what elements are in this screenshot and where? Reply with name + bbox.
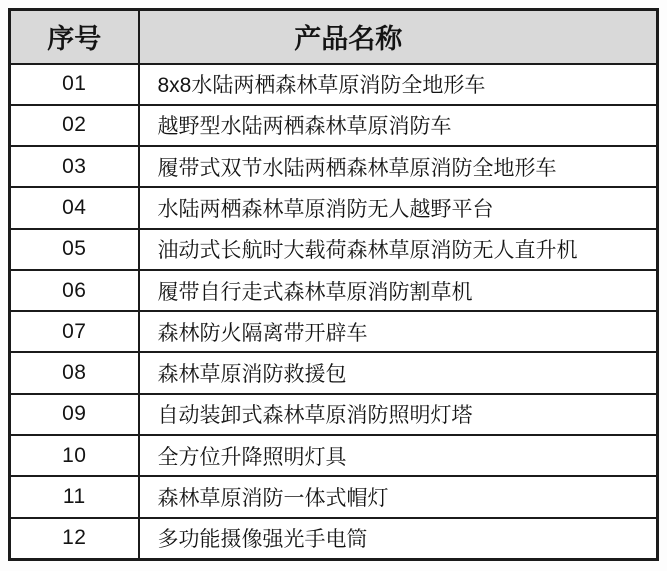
- product-name-cell: 森林防火隔离带开辟车: [139, 311, 658, 352]
- product-name-cell: 多功能摄像强光手电筒: [139, 518, 658, 560]
- table-row: [10, 352, 658, 393]
- table-row: [10, 146, 658, 187]
- header-serial-number: 序号: [10, 10, 139, 64]
- table-row: [10, 105, 658, 146]
- table-row: [10, 518, 658, 560]
- table-row: [10, 187, 658, 228]
- serial-number-cell: 11: [10, 476, 139, 517]
- table-header-row: [10, 10, 658, 64]
- table-row: [10, 229, 658, 270]
- product-name-cell: 自动装卸式森林草原消防照明灯塔: [139, 394, 658, 435]
- serial-number-cell: 02: [10, 105, 139, 146]
- table-row: [10, 394, 658, 435]
- product-name-cell: 履带式双节水陆两栖森林草原消防全地形车: [139, 146, 658, 187]
- serial-number-cell: 10: [10, 435, 139, 476]
- serial-number-cell: 04: [10, 187, 139, 228]
- header-product-name: 产品名称: [139, 10, 658, 64]
- serial-number-cell: 01: [10, 64, 139, 105]
- product-name-cell: 越野型水陆两栖森林草原消防车: [139, 105, 658, 146]
- serial-number-cell: 12: [10, 518, 139, 560]
- product-table: [8, 8, 659, 561]
- product-name-cell: 水陆两栖森林草原消防无人越野平台: [139, 187, 658, 228]
- product-name-cell: 森林草原消防一体式帽灯: [139, 476, 658, 517]
- serial-number-cell: 09: [10, 394, 139, 435]
- table-row: [10, 435, 658, 476]
- product-name-cell: 8x8水陆两栖森林草原消防全地形车: [139, 64, 658, 105]
- table-row: [10, 311, 658, 352]
- serial-number-cell: 08: [10, 352, 139, 393]
- product-name-cell: 全方位升降照明灯具: [139, 435, 658, 476]
- table-row: [10, 64, 658, 105]
- serial-number-cell: 05: [10, 229, 139, 270]
- product-name-cell: 森林草原消防救援包: [139, 352, 658, 393]
- product-name-cell: 油动式长航时大载荷森林草原消防无人直升机: [139, 229, 658, 270]
- table-row: [10, 476, 658, 517]
- serial-number-cell: 06: [10, 270, 139, 311]
- product-name-cell: 履带自行走式森林草原消防割草机: [139, 270, 658, 311]
- table-row: [10, 270, 658, 311]
- serial-number-cell: 03: [10, 146, 139, 187]
- serial-number-cell: 07: [10, 311, 139, 352]
